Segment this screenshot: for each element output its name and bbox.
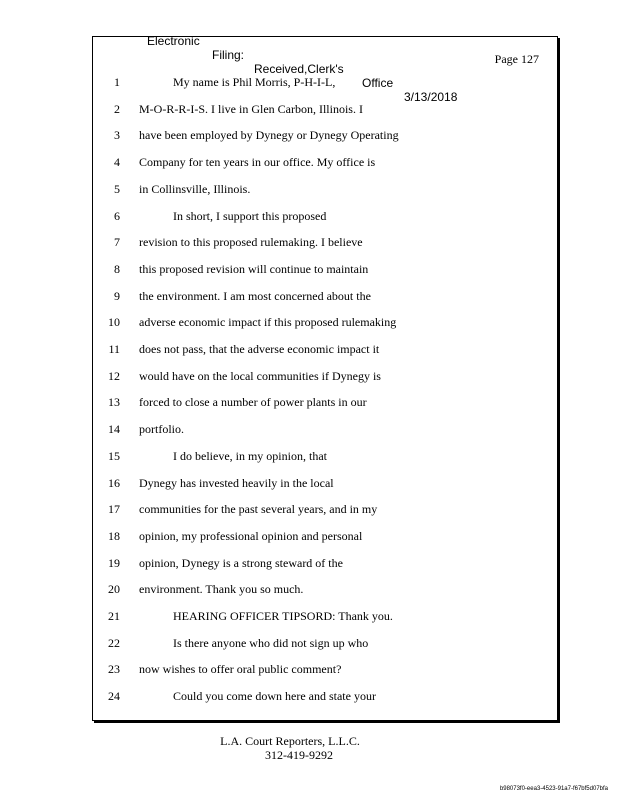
filing-word-filing: Filing: <box>212 48 245 62</box>
line-number: 18 <box>108 528 120 543</box>
line-number: 10 <box>108 315 120 330</box>
transcript-line <box>93 128 557 144</box>
line-text: forced to close a number of power plants in our <box>139 395 367 410</box>
line-text: Could you come down here and state your <box>173 689 376 704</box>
line-number: 7 <box>114 235 120 250</box>
line-text: opinion, Dynegy is a strong steward of the <box>139 555 343 570</box>
line-text: environment. Thank you so much. <box>139 582 304 597</box>
transcript-line <box>93 315 557 331</box>
line-number: 2 <box>114 101 120 116</box>
reporter-phone: 312-419-9292 <box>265 748 333 762</box>
line-number: 23 <box>108 662 120 677</box>
page-number: Page 127 <box>494 52 539 66</box>
filing-date: 3/13/2018 <box>404 90 458 104</box>
transcript-line <box>93 182 557 198</box>
line-number: 3 <box>114 128 120 143</box>
line-number: 1 <box>114 75 120 89</box>
line-text: I do believe, in my opinion, that <box>173 448 327 463</box>
line-text: portfolio. <box>139 422 184 437</box>
reporter-company: L.A. Court Reporters, L.L.C. <box>220 734 360 748</box>
line-number: 20 <box>108 582 120 597</box>
line-number: 12 <box>108 368 120 383</box>
filing-word-electronic: Electronic <box>147 34 200 48</box>
line-number: 13 <box>108 395 120 410</box>
transcript-line <box>93 75 557 91</box>
line-text: does not pass, that the adverse economic impact it <box>139 342 380 356</box>
transcript-line <box>93 662 557 678</box>
line-text: communities for the past several years, and in my <box>139 502 378 517</box>
line-number: 11 <box>108 342 120 356</box>
line-number: 17 <box>108 502 120 517</box>
transcript-line <box>93 502 557 518</box>
line-text: My name is Phil Morris, P-H-I-L, <box>173 75 336 89</box>
transcript-line <box>93 262 557 278</box>
transcript-line <box>93 556 557 572</box>
line-text: In short, I support this proposed <box>173 208 327 223</box>
line-number: 14 <box>108 422 120 437</box>
transcript-line <box>93 342 557 358</box>
line-number: 15 <box>108 448 120 463</box>
transcript-line <box>93 449 557 465</box>
line-text: M-O-R-R-I-S. I live in Glen Carbon, Illinois. I <box>139 101 363 116</box>
line-number: 22 <box>108 635 120 650</box>
line-number: 21 <box>108 609 120 623</box>
line-text: HEARING OFFICER TIPSORD: Thank you. <box>173 609 393 623</box>
line-text: now wishes to offer oral public comment? <box>139 662 342 677</box>
transcript-line <box>93 235 557 251</box>
transcript-line <box>93 422 557 438</box>
page-footer <box>200 734 380 762</box>
line-text: Company for ten years in our office. My office is <box>139 155 376 170</box>
line-number: 5 <box>114 181 120 196</box>
line-text: the environment. I am most concerned about the <box>139 288 371 303</box>
line-number: 9 <box>114 288 120 303</box>
line-text: would have on the local communities if Dynegy is <box>139 368 381 383</box>
line-text: this proposed revision will continue to maintain <box>139 261 369 276</box>
line-text: revision to this proposed rulemaking. I believe <box>139 235 363 250</box>
line-text: in Collinsville, Illinois. <box>139 181 251 196</box>
transcript-line <box>93 155 557 171</box>
transcript-line <box>93 636 557 652</box>
transcript-line <box>93 689 557 705</box>
transcript-line <box>93 209 557 225</box>
transcript-line <box>93 395 557 411</box>
transcript-line <box>93 102 557 118</box>
filing-word-office: Office <box>362 76 394 90</box>
line-text: Dynegy has invested heavily in the local <box>139 475 334 490</box>
line-number: 24 <box>108 689 120 704</box>
transcript-page <box>92 36 558 721</box>
line-number: 6 <box>114 208 120 223</box>
line-number: 8 <box>114 261 120 276</box>
transcript-line <box>93 582 557 598</box>
transcript-line <box>93 529 557 545</box>
transcript-line <box>93 289 557 305</box>
transcript-line <box>93 609 557 625</box>
transcript-line <box>93 476 557 492</box>
line-text: opinion, my professional opinion and personal <box>139 528 363 543</box>
line-text: Is there anyone who did not sign up who <box>173 635 369 650</box>
line-text: have been employed by Dynegy or Dynegy Operating <box>139 128 399 143</box>
line-text: adverse economic impact if this proposed rulemaking <box>139 315 397 330</box>
document-code: b98073f0-eea3-4523-91a7-f67bf5d07bfa <box>499 786 608 792</box>
line-number: 16 <box>108 475 120 490</box>
filing-word-received: Received,Clerk's <box>254 62 344 76</box>
line-number: 19 <box>108 555 120 570</box>
line-number: 4 <box>114 155 120 170</box>
transcript-line <box>93 369 557 385</box>
